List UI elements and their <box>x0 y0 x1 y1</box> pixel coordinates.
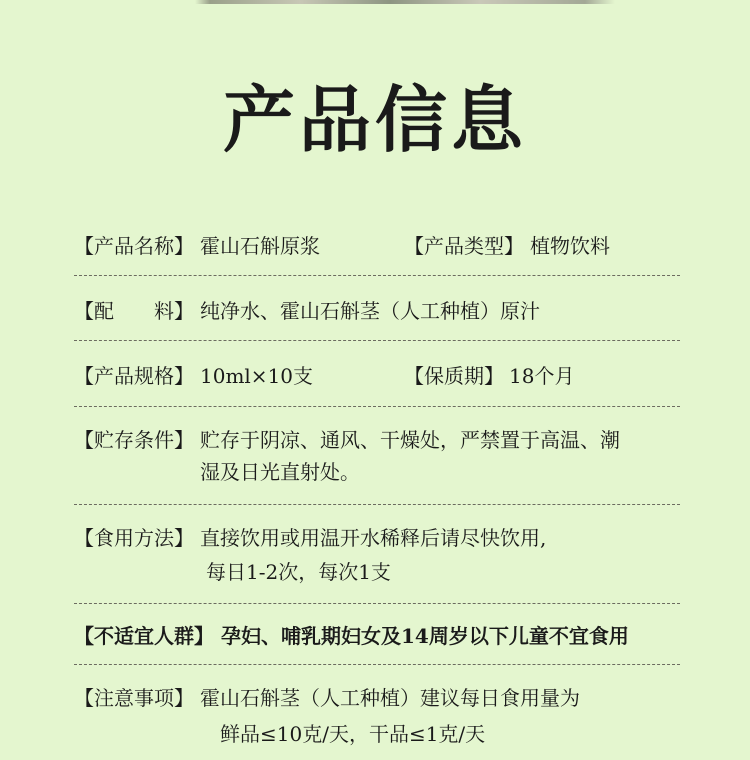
product-name-value: 霍山石斛原浆 <box>200 234 320 258</box>
storage-label: 【贮存条件】 <box>74 428 194 452</box>
notice-value-line2: 鲜品≤10克/天，干品≤1克/天 <box>220 722 486 746</box>
unsuitable-value: 孕妇、哺乳期妇女及14周岁以下儿童不宜食用 <box>221 624 629 648</box>
dashed-divider <box>74 275 680 276</box>
ingredients-value: 纯净水、霍山石斛茎（人工种植）原汁 <box>200 299 540 323</box>
shelf-life-value: 18个月 <box>509 364 575 388</box>
dashed-divider <box>74 504 680 505</box>
product-type-label: 【产品类型】 <box>404 234 524 258</box>
product-name-label: 【产品名称】 <box>74 234 194 258</box>
top-photo-strip <box>0 0 750 4</box>
info-row-storage <box>74 424 680 496</box>
page-title: 产品信息 <box>222 77 527 162</box>
spec-label: 【产品规格】 <box>74 364 194 388</box>
storage-value-line2: 湿及日光直射处。 <box>200 460 360 484</box>
usage-value-line2: 每日1-2次，每次1支 <box>206 560 391 584</box>
spec-value: 10ml×10支 <box>200 364 314 388</box>
product-type-value: 植物饮料 <box>530 234 610 258</box>
usage-label: 【食用方法】 <box>74 526 194 550</box>
notice-label: 【注意事项】 <box>74 686 194 710</box>
dashed-divider <box>74 406 680 407</box>
shelf-life-label: 【保质期】 <box>404 364 504 388</box>
dashed-divider <box>74 664 680 665</box>
info-row-notice <box>74 682 680 754</box>
usage-value: 直接饮用或用温开水稀释后请尽快饮用, <box>200 526 547 550</box>
storage-value: 贮存于阴凉、通风、干燥处，严禁置于高温、潮 <box>200 428 620 452</box>
info-row-usage <box>74 522 680 594</box>
dashed-divider <box>74 340 680 341</box>
notice-value: 霍山石斛茎（人工种植）建议每日食用量为 <box>200 686 580 710</box>
ingredients-label: 【配 料】 <box>74 299 194 323</box>
dashed-divider <box>74 603 680 604</box>
unsuitable-label: 【不适宜人群】 <box>74 624 214 648</box>
